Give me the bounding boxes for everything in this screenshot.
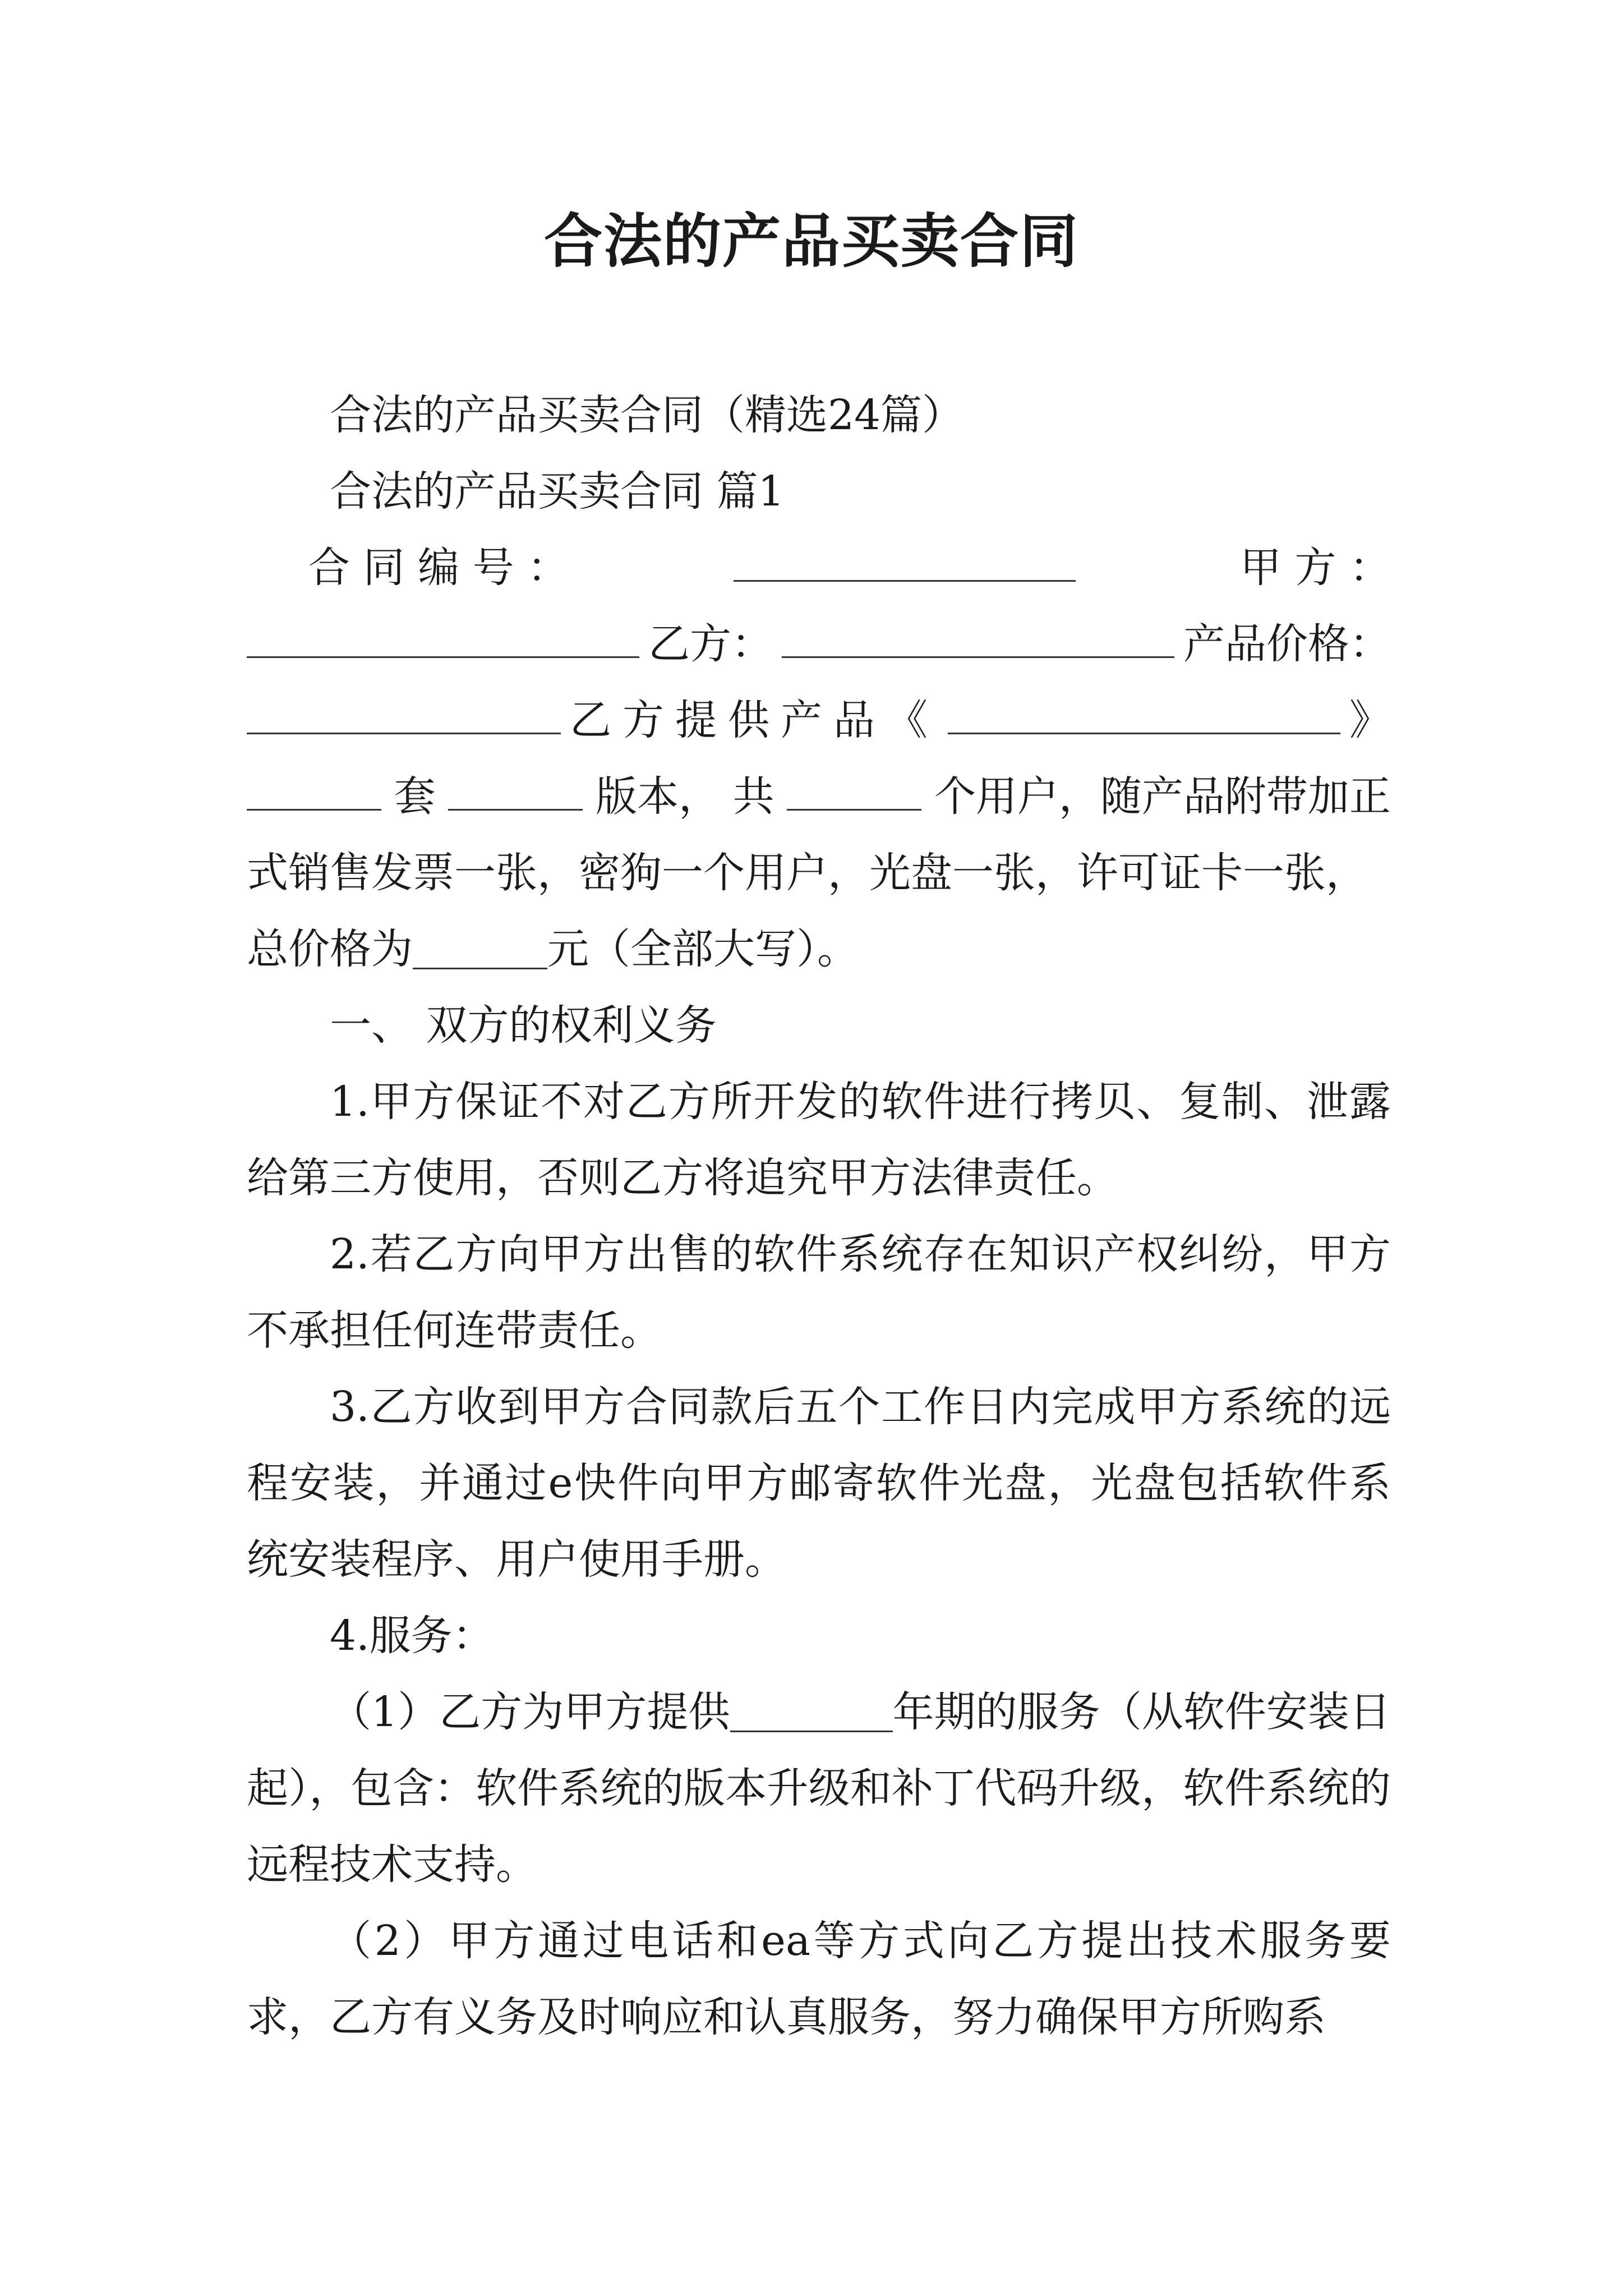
item-1: 1.甲方保证不对乙方所开发的软件进行拷贝、复制、泄露给第三方使用，否则乙方将追究甲方法律责任。 [247, 1078, 1391, 1202]
price-blank [247, 695, 561, 734]
users-blank [787, 771, 921, 811]
version-label: 版本， [595, 772, 720, 821]
contract-no-label: 合 同 编 号 ： [308, 544, 569, 592]
service-1-prefix: （1）乙方为甲方提供 [330, 1688, 730, 1736]
party-b-label: 乙方： [648, 620, 773, 668]
version-blank [448, 771, 583, 811]
subtitle: 合法的产品买卖合同（精选24篇） [330, 391, 964, 439]
party-a-blank [247, 619, 639, 658]
contract-header-line-6 [247, 911, 1391, 987]
sets-blank [247, 771, 381, 811]
party-a-label: 甲 方 ： [1239, 544, 1391, 592]
service-2: （2）甲方通过电话和ea等方式向乙方提出技术服务要求，乙方有义务及时响应和认真服务，努力确保甲方所购系 [247, 1917, 1391, 2041]
users-label: 个用户，随产品附带加正 [934, 772, 1391, 821]
price-label: 产品价格： [1183, 620, 1391, 668]
service-1-suffix: 年期的服务（从软件安装日起），包含：软件系统的版本升级和补丁代码升级，软件系统的远程技术支持。 [247, 1688, 1391, 1889]
party-b-blank [782, 619, 1174, 658]
item-2: 2.若乙方向甲方出售的软件系统存在知识产权纠纷，甲方不承担任何连带责任。 [247, 1230, 1391, 1355]
item-4: 4.服务： [330, 1612, 494, 1660]
total-price-blank [413, 931, 547, 970]
service-1 [247, 1674, 1391, 1903]
total-price-suffix: 元（全部大写）。 [547, 925, 859, 973]
contract-header-line-2 [247, 606, 1391, 682]
service-years-blank [730, 1694, 893, 1733]
product-label: 乙方提供产品《 [570, 696, 939, 744]
contract-no-blank [734, 542, 1076, 582]
total-label: 共 [732, 772, 774, 821]
document-title: 合法的产品买卖合同 [543, 206, 1079, 275]
product-close: 》 [1349, 696, 1391, 744]
product-name-blank [948, 695, 1340, 734]
contract-header-line-1 [247, 530, 1391, 606]
part-heading: 合法的产品买卖合同 篇1 [330, 467, 785, 516]
section-heading-1: 一、 双方的权利义务 [330, 1001, 717, 1050]
document-body [247, 377, 1391, 2055]
contract-header-line-3 [247, 682, 1391, 758]
sets-label: 套 [394, 772, 436, 821]
contract-header-line-4 [247, 758, 1391, 835]
item-3: 3.乙方收到甲方合同款后五个工作日内完成甲方系统的远程安装，并通过e快件向甲方邮寄软件光盘，光盘包括软件系统安装程序、用户使用手册。 [247, 1383, 1391, 1584]
contract-header-line-5: 式销售发票一张，密狗一个用户，光盘一张，许可证卡一张， [247, 849, 1367, 897]
total-price-label: 总价格为 [247, 925, 413, 973]
